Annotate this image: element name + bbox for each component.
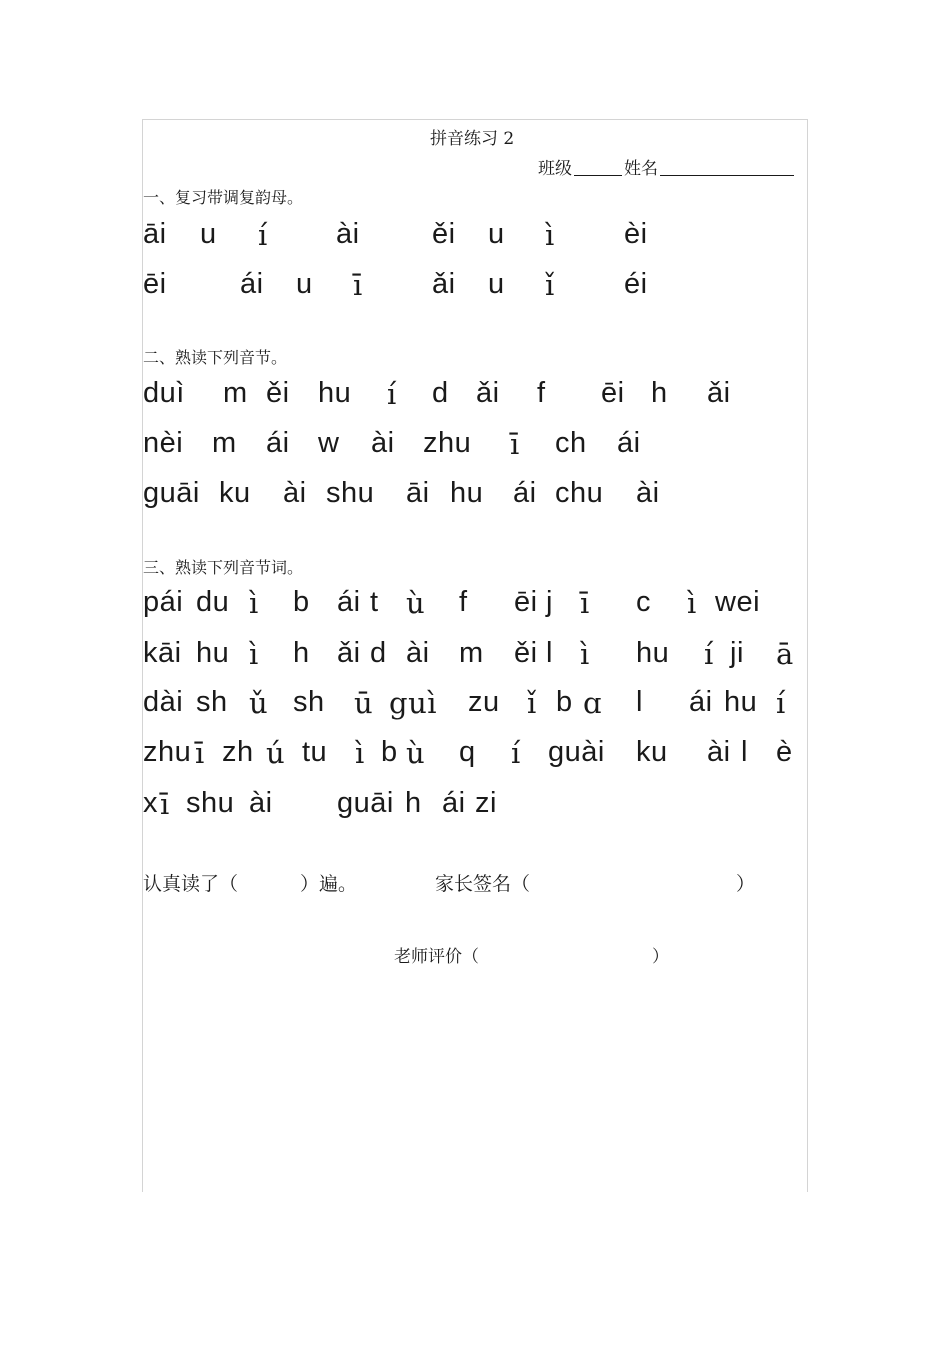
s3-syllable: h <box>405 787 422 819</box>
s2-syllable: ī <box>510 427 520 461</box>
s3-syllable: hu <box>196 637 230 669</box>
s3-syllable: zh <box>222 736 254 768</box>
s3-syllable: è <box>776 736 793 768</box>
section2-heading: 二、熟读下列音节。 <box>143 348 288 367</box>
s1-syllable: í <box>258 218 268 252</box>
s2-syllable: ái <box>513 477 537 509</box>
s1-syllable: ài <box>336 218 360 250</box>
s3-syllable: ù <box>406 736 426 770</box>
s1-syllable: ǐ <box>545 268 555 302</box>
s1-syllable: ǎi <box>432 268 456 300</box>
s2-syllable: ku <box>219 477 251 509</box>
s3-syllable: í <box>776 686 786 720</box>
s1-syllable: u <box>296 268 313 300</box>
s2-syllable: ài <box>283 477 307 509</box>
s3-syllable: x <box>143 787 158 819</box>
read-count-suffix: ）遍。 <box>300 873 358 895</box>
page-title: 拼音练习 2 <box>430 129 515 149</box>
s1-syllable: u <box>200 218 217 250</box>
name-label: 姓名 <box>624 159 658 179</box>
s3-syllable: b <box>293 586 310 618</box>
s3-syllable: ài <box>249 787 273 819</box>
s3-syllable: ēi <box>514 586 538 618</box>
s2-syllable: ēi <box>601 377 625 409</box>
s3-syllable: ài <box>406 637 430 669</box>
s2-syllable: ǎi <box>707 377 731 409</box>
s3-syllable: ú <box>266 736 286 770</box>
section3-heading: 三、熟读下列音节词。 <box>143 558 304 577</box>
s2-syllable: duì <box>143 377 185 409</box>
s3-syllable: h <box>293 637 310 669</box>
s3-syllable: ái <box>442 787 466 819</box>
read-count-blank[interactable] <box>248 868 298 894</box>
s3-syllable: ǔ <box>249 686 269 720</box>
s3-syllable: zhu <box>143 736 192 768</box>
s1-syllable: u <box>488 268 505 300</box>
s3-syllable: b <box>556 686 573 718</box>
s3-syllable: m <box>459 637 484 669</box>
s3-syllable: guì <box>389 686 438 720</box>
s3-syllable: ɑ <box>583 686 603 720</box>
s2-syllable: ěi <box>266 377 290 409</box>
s2-syllable: hu <box>318 377 352 409</box>
teacher-eval-close: ） <box>652 947 669 967</box>
s2-syllable: āi <box>406 477 430 509</box>
s3-syllable: l <box>546 637 553 669</box>
s3-syllable: zu <box>468 686 500 718</box>
s2-syllable: ǎi <box>476 377 500 409</box>
s2-syllable: í <box>387 377 397 411</box>
s3-syllable: ì <box>249 586 259 620</box>
s3-syllable: dài <box>143 686 184 718</box>
s2-syllable: ch <box>555 427 587 459</box>
s1-syllable: éi <box>624 268 648 300</box>
s2-syllable: f <box>537 377 546 409</box>
parent-sign-blank[interactable] <box>542 868 732 894</box>
s3-syllable: ěi <box>514 637 538 669</box>
s3-syllable: ī <box>195 736 205 770</box>
s3-syllable: l <box>636 686 643 718</box>
s2-syllable: m <box>212 427 237 459</box>
s2-syllable: ái <box>266 427 290 459</box>
s3-syllable: c <box>636 586 651 618</box>
s3-syllable: ài <box>707 736 731 768</box>
s3-syllable: kāi <box>143 637 182 669</box>
s3-syllable: hu <box>636 637 670 669</box>
s3-syllable: guāi <box>337 787 394 819</box>
s3-syllable: ái <box>689 686 713 718</box>
s1-syllable: ěi <box>432 218 456 250</box>
s1-syllable: èi <box>624 218 648 250</box>
s3-syllable: guài <box>548 736 605 768</box>
s3-syllable: ji <box>730 637 744 669</box>
s3-syllable: hu <box>724 686 758 718</box>
s3-syllable: ì <box>355 736 365 770</box>
s3-syllable: shu <box>186 787 235 819</box>
s3-syllable: t <box>370 586 379 618</box>
s2-syllable: chu <box>555 477 604 509</box>
s3-syllable: í <box>704 637 714 671</box>
s3-syllable: du <box>196 586 230 618</box>
s2-syllable: d <box>432 377 449 409</box>
s2-syllable: guāi <box>143 477 200 509</box>
s3-syllable: wei <box>715 586 761 618</box>
s2-syllable: shu <box>326 477 375 509</box>
s2-syllable: m <box>223 377 248 409</box>
parent-sign-close: ） <box>736 873 756 895</box>
s1-syllable: āi <box>143 218 167 250</box>
s3-syllable: sh <box>293 686 325 718</box>
s3-syllable: l <box>741 736 748 768</box>
s2-syllable: h <box>651 377 668 409</box>
s3-syllable: b <box>381 736 398 768</box>
class-label: 班级 <box>538 159 572 179</box>
s2-syllable: ài <box>371 427 395 459</box>
s2-syllable: nèi <box>143 427 184 459</box>
s3-syllable: zi <box>475 787 497 819</box>
s2-syllable: w <box>318 427 340 459</box>
teacher-eval-label: 老师评价（ <box>394 947 479 967</box>
s3-syllable: ì <box>687 586 697 620</box>
s3-syllable: f <box>459 586 468 618</box>
s3-syllable: ǎi <box>337 637 361 669</box>
s3-syllable: í <box>511 736 521 770</box>
s3-syllable: ī <box>580 586 590 620</box>
s2-syllable: ài <box>636 477 660 509</box>
s3-syllable: tu <box>302 736 328 768</box>
s3-syllable: ǐ <box>527 686 537 720</box>
s3-syllable: ì <box>249 637 259 671</box>
s3-syllable: ī <box>160 787 170 821</box>
s1-syllable: ì <box>545 218 555 252</box>
s1-syllable: u <box>488 218 505 250</box>
s3-syllable: q <box>459 736 476 768</box>
s3-syllable: j <box>546 586 553 618</box>
s2-syllable: ái <box>617 427 641 459</box>
s3-syllable: ù <box>406 586 426 620</box>
s3-syllable: ku <box>636 736 668 768</box>
s2-syllable: hu <box>450 477 484 509</box>
s1-syllable: ái <box>240 268 264 300</box>
s2-syllable: zhu <box>423 427 472 459</box>
s3-syllable: ū <box>354 686 374 720</box>
parent-sign-label: 家长签名（ <box>435 873 531 895</box>
s3-syllable: ā <box>776 637 794 671</box>
read-count-prefix: 认真读了（ <box>143 873 239 895</box>
s3-syllable: ái <box>337 586 361 618</box>
s1-syllable: ī <box>353 268 363 302</box>
s3-syllable: sh <box>196 686 228 718</box>
teacher-eval-blank[interactable] <box>484 941 648 965</box>
class-field-line[interactable] <box>574 175 622 176</box>
name-field-line[interactable] <box>660 175 794 176</box>
s1-syllable: ēi <box>143 268 167 300</box>
s3-syllable: ì <box>580 637 590 671</box>
section1-heading: 一、复习带调复韵母。 <box>143 188 304 207</box>
s3-syllable: pái <box>143 586 184 618</box>
s3-syllable: d <box>370 637 387 669</box>
